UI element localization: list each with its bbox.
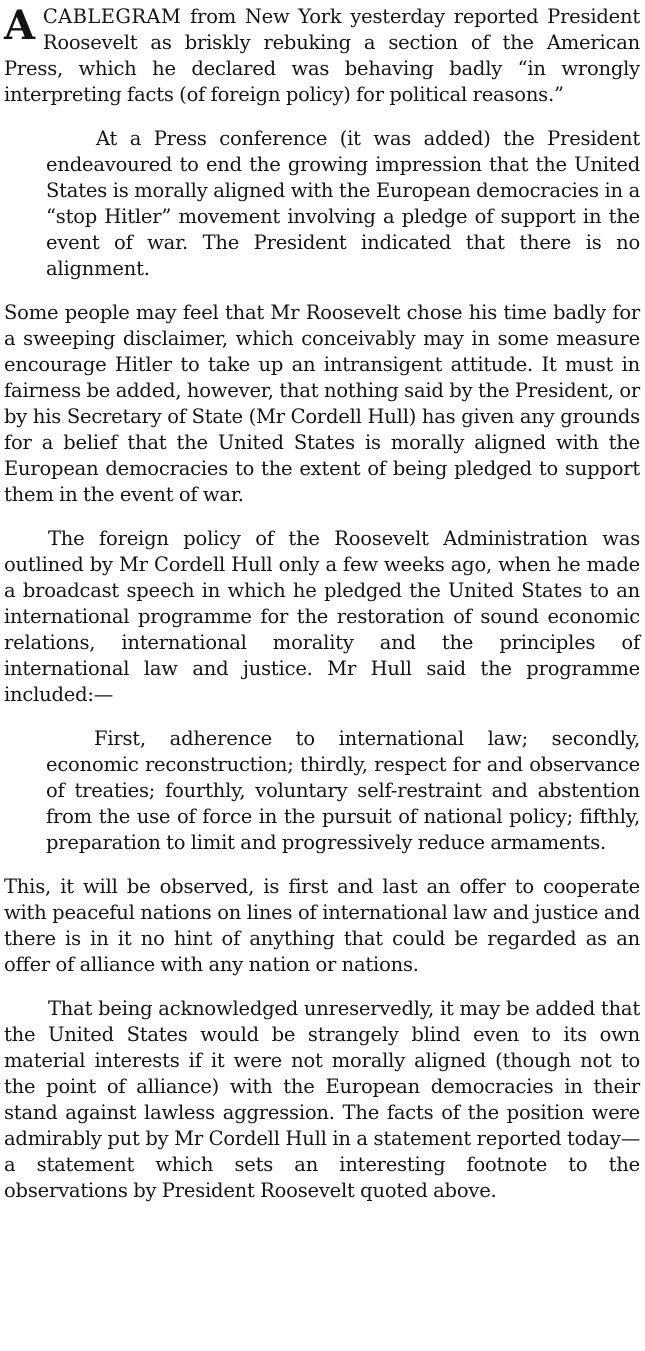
paragraph-cooperation: This, it will be observed, is first and last an offer to cooperate with peaceful nations on lines of international law and justice and there is in it no hint of anything that could be regarded as an offer of alliance with any nation or nations. [4,875,640,976]
article [4,4,640,1222]
quote-press-conference: At a Press conference (it was added) the President endeavoured to end the growing impression that the United States is morally aligned with the European democracies in a “stop Hitler” movement involving a pledge of support in the event of war. The President indicated that there is no alignment. [46,127,640,280]
paragraph-foreign-policy: The foreign policy of the Roosevelt Administration was outlined by Mr Cordell Hull only a few weeks ago, when he made a broadcast speech in which he pledged the United States to an international programme for the restoration of sound economic relations, international morality and the principles of international law and justice. Mr Hull said the programme included:— [4,527,640,706]
paragraph-disclaimer: Some people may feel that Mr Roosevelt chose his time badly for a sweeping disclaimer, which conceivably may in some measure encourage Hitler to take up an intransigent attitude. It must in fairness be added, however, that nothing said by the President, or by his Secretary of State (Mr Cordell Hull) has given any grounds for a belief that the United States is morally aligned with the European democracies to the extent of being pledged to support them in the event of war. [4,301,640,506]
paragraph-acknowledged: That being acknowledged unreservedly, it may be added that the United States would be strangely blind even to its own material interests if it were not morally aligned (though not to the point of alliance) with the European democracies in their stand against lawless aggression. The facts of the position were admirably put by Mr Cordell Hull in a statement reported today—a statement which sets an interesting footnote to the observations by President Roosevelt quoted above. [4,997,640,1202]
quote-programme: First, adherence to international law; secondly, economic reconstruction; thirdly, respect for and observance of treaties; fourthly, voluntary self-restraint and abstention from the use of force in the pursuit of national policy; fifthly, preparation to limit and progressively reduce armaments. [46,727,640,854]
lead-paragraph [4,4,640,108]
drop-cap: A [4,2,35,49]
lead-text: from New York yesterday reported President Roosevelt as briskly rebuking a section of the American Press, which he declared was behaving badly “in wrongly interpreting facts (of foreign policy) for political reasons.” [4,5,640,106]
lead-first-words: CABLEGRAM [42,5,182,28]
